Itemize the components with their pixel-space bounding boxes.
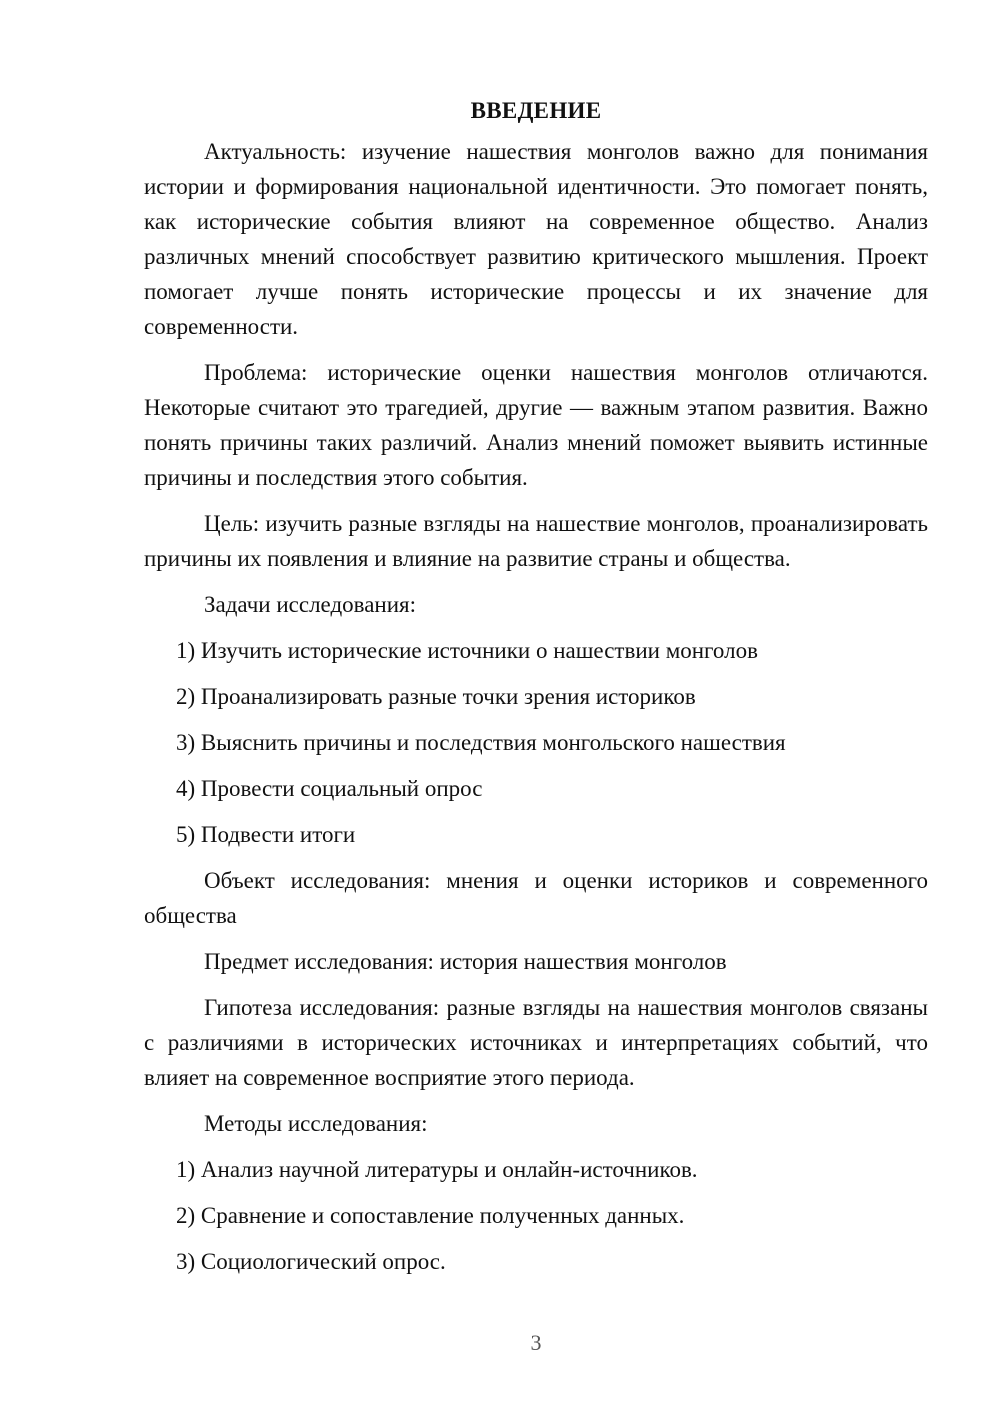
object-paragraph: Объект исследования: мнения и оценки историков и современного общества	[144, 868, 928, 928]
hypothesis-paragraph: Гипотеза исследования: разные взгляды на нашествия монголов связаны с различиями в исторических источниках и интерпретациях событий, что влияет на современное восприятие этого периода.	[144, 995, 928, 1090]
task-item: 5) Подвести итоги	[176, 822, 356, 847]
task-item: 4) Провести социальный опрос	[176, 776, 483, 801]
page-number: 3	[530, 1330, 542, 1355]
task-item: 1) Изучить исторические источники о нашествии монголов	[176, 638, 758, 663]
task-item: 2) Проанализировать разные точки зрения историков	[176, 684, 696, 709]
page-title: ВВЕДЕНИЕ	[470, 98, 602, 123]
problem-paragraph: Проблема: исторические оценки нашествия монголов отличаются. Некоторые считают это трагедией, другие — важным этапом развития. Важно понять причины таких различий. Анализ мнений поможет выявить истинные причины и последствия этого события.	[144, 360, 928, 490]
methods-list	[144, 1152, 928, 1279]
relevance-paragraph: Актуальность: изучение нашествия монголов важно для понимания истории и формирования национальной идентичности. Это помогает понять, как исторические события влияют на современное общество. Анализ различных мнений способствует развитию критического мышления. Проект помогает лучше понять исторические процессы и их значение для современности.	[144, 139, 928, 339]
task-item: 3) Выяснить причины и последствия монгольского нашествия	[176, 730, 786, 755]
tasks-list	[144, 633, 928, 852]
page-content	[144, 94, 928, 1290]
method-item: 2) Сравнение и сопоставление полученных данных.	[176, 1203, 685, 1228]
methods-heading: Методы исследования:	[204, 1111, 428, 1136]
method-item: 1) Анализ научной литературы и онлайн-источников.	[176, 1157, 698, 1182]
method-item: 3) Социологический опрос.	[176, 1249, 446, 1274]
goal-paragraph: Цель: изучить разные взгляды на нашествие монголов, проанализировать причины их появления и влияние на развитие страны и общества.	[144, 511, 928, 571]
tasks-heading: Задачи исследования:	[204, 592, 417, 617]
subject-paragraph: Предмет исследования: история нашествия монголов	[204, 949, 727, 974]
